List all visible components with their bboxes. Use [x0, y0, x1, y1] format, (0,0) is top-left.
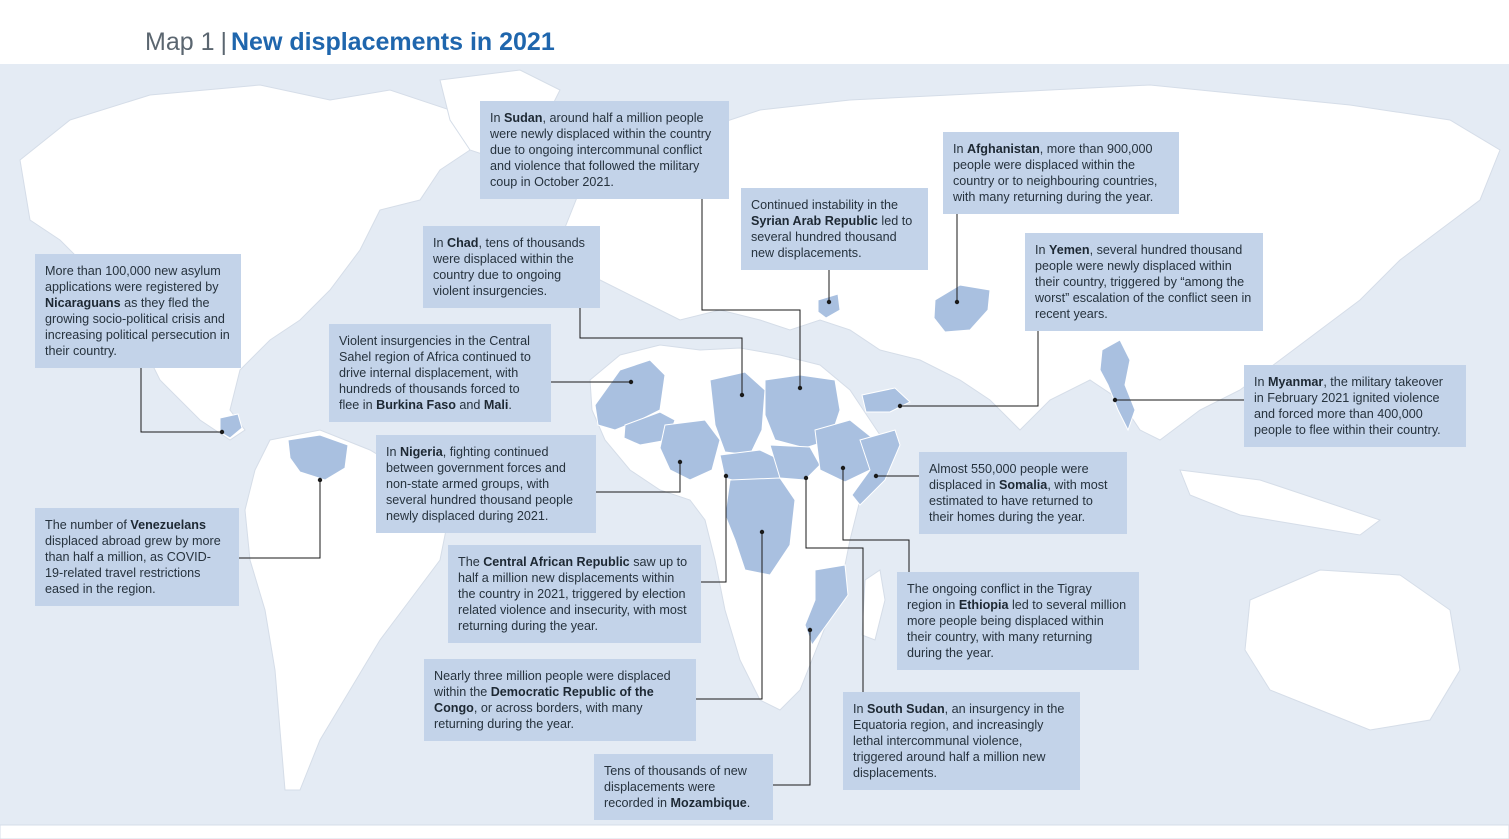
callout-text: , tens of thousands were displaced within the country due to ongoing violent insurgencies.	[433, 236, 585, 298]
callout-text: , an insurgency in the Equatoria region, and increasingly lethal intercommunal violence, triggered around half a million new displacements.	[853, 702, 1065, 780]
callout-country: Democratic Republic of the Congo	[434, 685, 654, 715]
marker-ethiopia	[841, 466, 845, 470]
callout-sahel	[329, 324, 551, 422]
marker-nicaragua	[220, 430, 224, 434]
callout-text: , with most estimated to have returned to their homes during the year.	[929, 478, 1108, 524]
callout-text: In	[1254, 375, 1269, 389]
marker-drc	[760, 530, 764, 534]
callout-text: , several hundred thousand people were newly displaced within their country, triggered by “among the worst” escalation of the conflict seen in recent years.	[1035, 243, 1252, 321]
callout-text: led to several million more people being displaced within their country, with many returning during the year.	[907, 598, 1127, 660]
marker-yemen	[898, 404, 902, 408]
callout-afghanistan	[943, 132, 1179, 214]
callout-text: The number of	[45, 518, 131, 532]
marker-car	[724, 474, 728, 478]
callout-text: and	[455, 398, 484, 412]
world-map	[0, 64, 1509, 839]
callout-text: In	[1035, 243, 1050, 257]
callout-text: In	[953, 142, 968, 156]
callout-country: Sudan	[504, 111, 543, 125]
callout-ethiopia	[897, 572, 1139, 670]
map-title-text: New displacements in 2021	[230, 28, 555, 56]
callout-country: Yemen	[1049, 243, 1090, 257]
callout-syria	[741, 188, 928, 270]
map-title	[145, 26, 555, 58]
callout-country: Venezuelans	[130, 518, 207, 532]
callout-text: The ongoing conflict in the Tigray region in	[907, 582, 1092, 612]
marker-chad	[740, 393, 744, 397]
marker-sudan	[798, 386, 802, 390]
callout-country: Ethiopia	[958, 598, 1009, 612]
marker-somalia	[874, 474, 878, 478]
callout-text: Tens of thousands of new displacements were recorded in	[604, 764, 747, 810]
callout-text: Continued instability in the	[751, 198, 899, 212]
marker-afghanistan	[955, 300, 959, 304]
callout-south-sudan	[843, 692, 1080, 790]
map-number: Map 1	[145, 28, 215, 56]
callout-country: Burkina Faso	[376, 398, 456, 412]
callout-country: Central African Republic	[483, 555, 630, 569]
callout-text: Nearly three million people were displaced within the	[434, 669, 671, 699]
callout-text: In	[433, 236, 448, 250]
callout-text: , or across borders, with many returning during the year.	[434, 701, 643, 731]
landmass-indonesia	[1180, 470, 1380, 535]
callout-country: Chad	[447, 236, 479, 250]
marker-sahel	[629, 380, 633, 384]
callout-text: In	[386, 445, 401, 459]
callout-text: In	[853, 702, 868, 716]
callout-text: as they fled the growing socio-political crisis and increasing political persecution in their country.	[45, 296, 230, 358]
callout-text: , the military takeover in February 2021 ignited violence and forced more than 400,000 people to flee within their country.	[1254, 375, 1443, 437]
callout-country: Mozambique	[670, 796, 747, 810]
marker-south-sudan	[804, 476, 808, 480]
callout-nigeria	[376, 435, 596, 533]
callout-text: In	[490, 111, 505, 125]
marker-myanmar	[1113, 398, 1117, 402]
callout-yemen	[1025, 233, 1263, 331]
callout-text: displaced abroad grew by more than half a million, as COVID-19-related travel restrictions eased in the region.	[45, 534, 221, 596]
callout-text: led to several hundred thousand new displacements.	[751, 214, 913, 260]
callout-country: Nicaraguans	[45, 296, 121, 310]
callout-drc	[424, 659, 696, 741]
landmass-australia	[1245, 570, 1460, 730]
callout-venezuela	[35, 508, 239, 606]
callout-country: Mali	[483, 398, 509, 412]
callout-car	[448, 545, 701, 643]
callout-text: Violent insurgencies in the Central Sahel region of Africa continued to drive internal displacement, with hundreds of thousands forced to flee in	[339, 334, 531, 412]
callout-nicaragua	[35, 254, 241, 368]
highlight-yemen	[862, 388, 910, 412]
callout-chad	[423, 226, 600, 308]
landmass-antarctica	[0, 825, 1509, 839]
landmass-madagascar	[862, 570, 885, 640]
callout-myanmar	[1244, 365, 1466, 447]
callout-text: .	[508, 398, 512, 412]
callout-country: Syrian Arab Republic	[751, 214, 878, 228]
callout-somalia	[919, 452, 1127, 534]
callout-country: South Sudan	[867, 702, 945, 716]
title-separator: |	[220, 28, 227, 56]
callout-country: Afghanistan	[967, 142, 1040, 156]
callout-country: Myanmar	[1268, 375, 1324, 389]
callout-text: , fighting continued between government forces and non-state armed groups, with several hundred thousand people newly displaced during 2021.	[386, 445, 573, 523]
callout-mozambique	[594, 754, 773, 820]
callout-text: .	[746, 796, 751, 810]
marker-syria	[827, 300, 831, 304]
marker-mozambique	[808, 628, 812, 632]
callout-country: Somalia	[999, 478, 1048, 492]
callout-text: More than 100,000 new asylum applications were registered by	[45, 264, 221, 294]
callout-text: , around half a million people were newly displaced within the country due to ongoing intercommunal conflict and violence that followed the military coup in October 2021.	[490, 111, 712, 189]
marker-nigeria	[678, 460, 682, 464]
callout-country: Nigeria	[400, 445, 443, 459]
callout-text: , more than 900,000 people were displaced within the country or to neighbouring countries, with many returning during the year.	[953, 142, 1158, 204]
marker-venezuela	[318, 478, 322, 482]
callout-text: The	[458, 555, 484, 569]
callout-text: saw up to half a million new displacements within the country in 2021, triggered by election related violence and insecurity, with most returning during the year.	[458, 555, 688, 633]
callout-text: Almost 550,000 people were displaced in	[929, 462, 1089, 492]
callout-sudan	[480, 101, 729, 199]
